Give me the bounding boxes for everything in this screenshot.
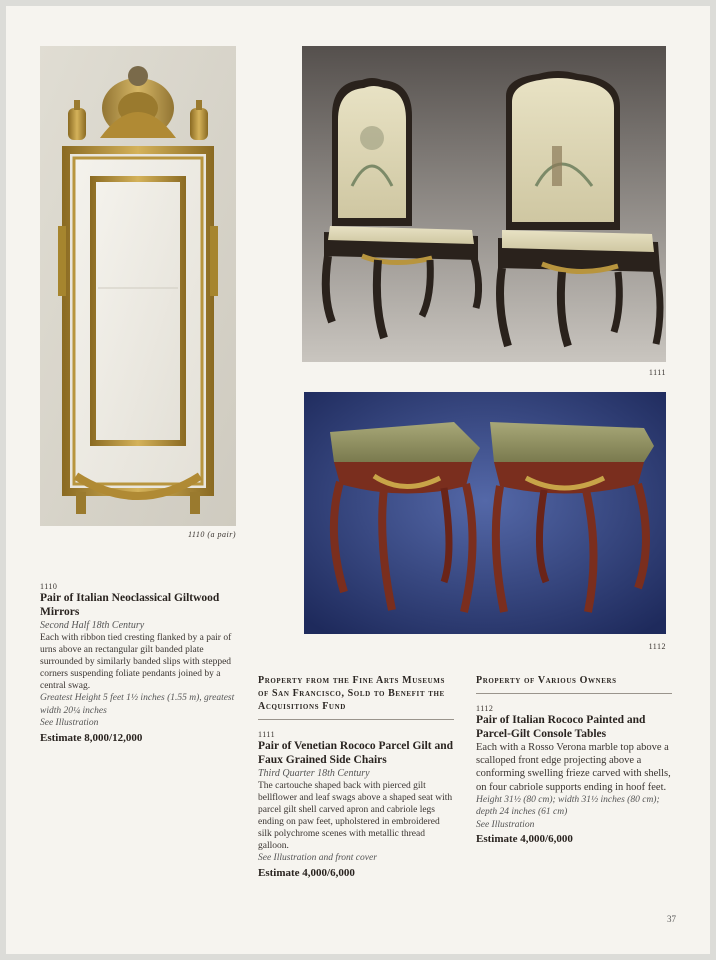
page-number: 37 xyxy=(667,914,676,924)
section-divider xyxy=(258,719,454,720)
giltwood-mirror-illustration xyxy=(40,46,236,526)
lot-title: Pair of Italian Neoclassical Giltwood Mirrors xyxy=(40,592,220,618)
section-divider xyxy=(476,693,672,694)
mirror-photo-caption: 1110 (a pair) xyxy=(188,530,236,539)
lot-1111-entry xyxy=(258,674,454,879)
lot-estimate: Estimate 8,000/12,000 xyxy=(40,731,143,744)
lot-date: Second Half 18th Century xyxy=(40,620,145,631)
lot-number: 1110 xyxy=(40,582,58,591)
chairs-photo xyxy=(302,46,666,362)
lot-title: Pair of Venetian Rococo Parcel Gilt and Faux Grained Side Chairs xyxy=(258,740,454,766)
side-chairs-illustration xyxy=(302,46,666,362)
lot-estimate: Estimate 4,000/6,000 xyxy=(476,833,573,846)
catalogue-page xyxy=(6,6,710,954)
lot-description: The cartouche shaped back with pierced gilt bellflower and leaf swags above a shaped seat with parcel gilt shell carved apron and cabriole legs ending on paw feet, upholstered in embroidered silk polychrome scenes with metallic thread galloon. xyxy=(258,781,453,851)
lot-estimate: Estimate 4,000/6,000 xyxy=(258,866,355,879)
lot-date: Third Quarter 18th Century xyxy=(258,768,370,779)
provenance-heading: Property of Various Owners xyxy=(476,675,617,686)
lot-number: 1112 xyxy=(476,704,494,713)
lot-illustration-note: See Illustration xyxy=(476,819,535,830)
tables-photo-caption: 1112 xyxy=(648,642,666,651)
lot-title: Pair of Italian Rococo Painted and Parcel-Gilt Console Tables xyxy=(476,714,646,740)
lot-number: 1111 xyxy=(258,730,276,739)
chairs-photo-caption: 1111 xyxy=(648,368,666,377)
lot-description: Each with a Rosso Verona marble top above a scalloped front edge projecting above a conforming swelling frieze carved with shells, on four cabriole supports ending in hoof feet. xyxy=(476,742,671,793)
lot-dimensions: Height 31½ (80 cm); width 31½ inches (80 cm); depth 24 inches (61 cm) xyxy=(476,794,660,818)
mirror-photo xyxy=(40,46,236,526)
lot-illustration-note: See Illustration and front cover xyxy=(258,853,377,863)
provenance-heading: Property from the Fine Arts Museums of San Francisco, Sold to Benefit the Acquisitions Fund xyxy=(258,675,445,712)
lot-illustration-note: See Illustration xyxy=(40,718,99,728)
lot-1112-entry xyxy=(476,674,672,845)
lot-1110-entry xyxy=(40,582,240,744)
lot-dimensions: Greatest Height 5 feet 1½ inches (1.55 m), greatest width 20¼ inches xyxy=(40,693,235,716)
tables-photo xyxy=(304,392,666,634)
lot-description: Each with ribbon tied cresting flanked by a pair of urns above an rectangular gilt banded plate surrounded by similarly banded slips with stepped corners suspending foliate pendants joined by a central swag. xyxy=(40,633,232,691)
console-tables-illustration xyxy=(304,392,666,634)
